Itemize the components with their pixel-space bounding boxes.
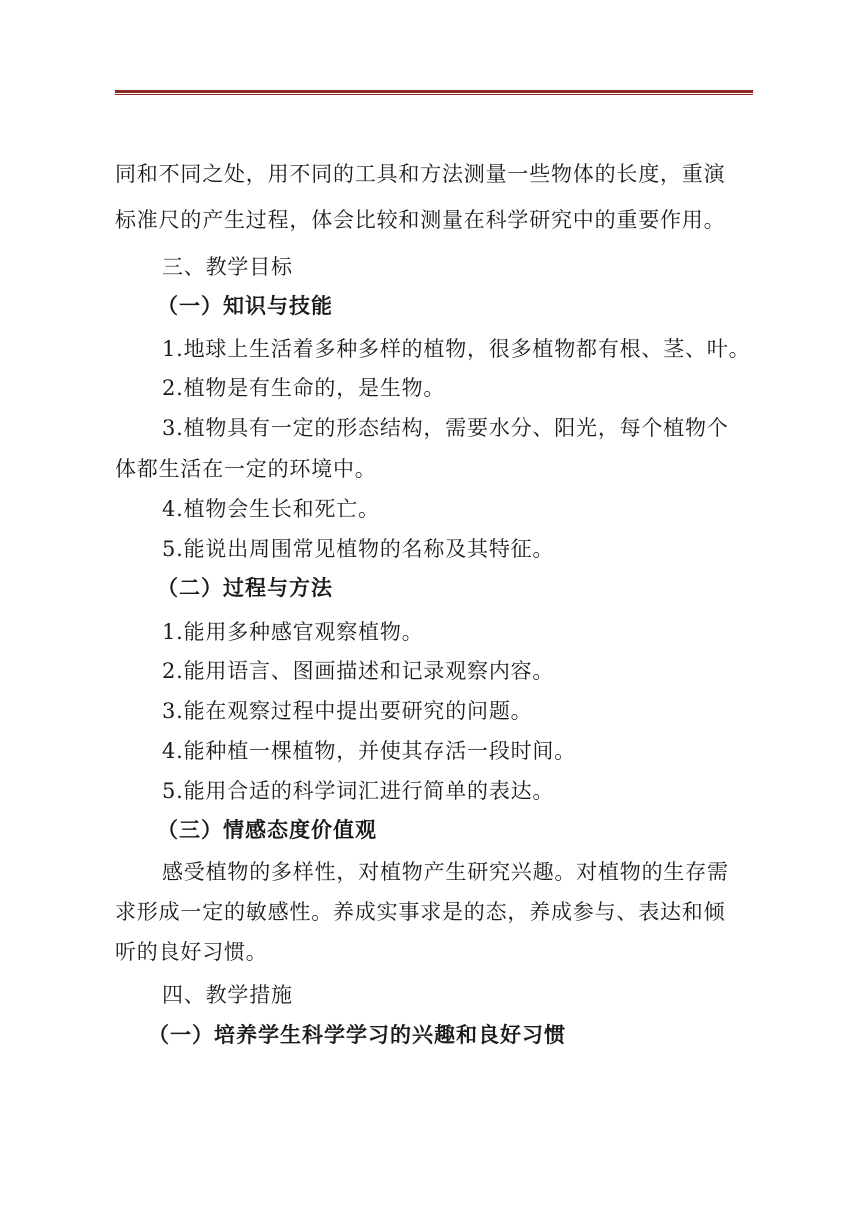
list-item: 3.能在观察过程中提出要研究的问题。 <box>162 699 533 723</box>
list-item: 5.能说出周围常见植物的名称及其特征。 <box>162 537 555 561</box>
section-heading: 三、教学目标 <box>162 255 293 279</box>
section-heading: 四、教学措施 <box>162 983 293 1007</box>
subsection-heading: （三）情感态度价值观 <box>157 818 377 842</box>
list-item: 4.能种植一棵植物，并使其存活一段时间。 <box>162 739 577 763</box>
list-item: 1.能用多种感官观察植物。 <box>162 620 424 644</box>
paragraph-line: 感受植物的多样性，对植物产生研究兴趣。对植物的生存需 <box>162 860 729 884</box>
subsection-heading: （一）知识与技能 <box>157 294 333 318</box>
list-item: 5.能用合适的科学词汇进行简单的表达。 <box>162 779 555 803</box>
paragraph-line: 求形成一定的敏感性。养成实事求是的态，养成参与、表达和倾 <box>115 900 726 924</box>
subsection-heading: （一）培养学生科学学习的兴趣和良好习惯 <box>148 1023 566 1047</box>
list-item: 2.植物是有生命的，是生物。 <box>162 376 446 400</box>
list-item: 3.植物具有一定的形态结构，需要水分、阳光，每个植物个 <box>162 416 729 440</box>
paragraph-line: 同和不同之处，用不同的工具和方法测量一些物体的长度，重演 <box>115 162 726 186</box>
list-item: 4.植物会生长和死亡。 <box>162 497 380 521</box>
header-rule-thin <box>115 94 753 95</box>
list-item: 1.地球上生活着多种多样的植物，很多植物都有根、茎、叶。 <box>162 337 751 361</box>
list-item-continuation: 体都生活在一定的环境中。 <box>115 457 377 481</box>
list-item: 2.能用语言、图画描述和记录观察内容。 <box>162 659 555 683</box>
subsection-heading: （二）过程与方法 <box>157 576 333 600</box>
header-rule <box>115 90 753 96</box>
paragraph-line: 听的良好习惯。 <box>115 940 268 964</box>
paragraph-line: 标准尺的产生过程，体会比较和测量在科学研究中的重要作用。 <box>115 208 726 232</box>
header-rule-thick <box>115 90 753 93</box>
